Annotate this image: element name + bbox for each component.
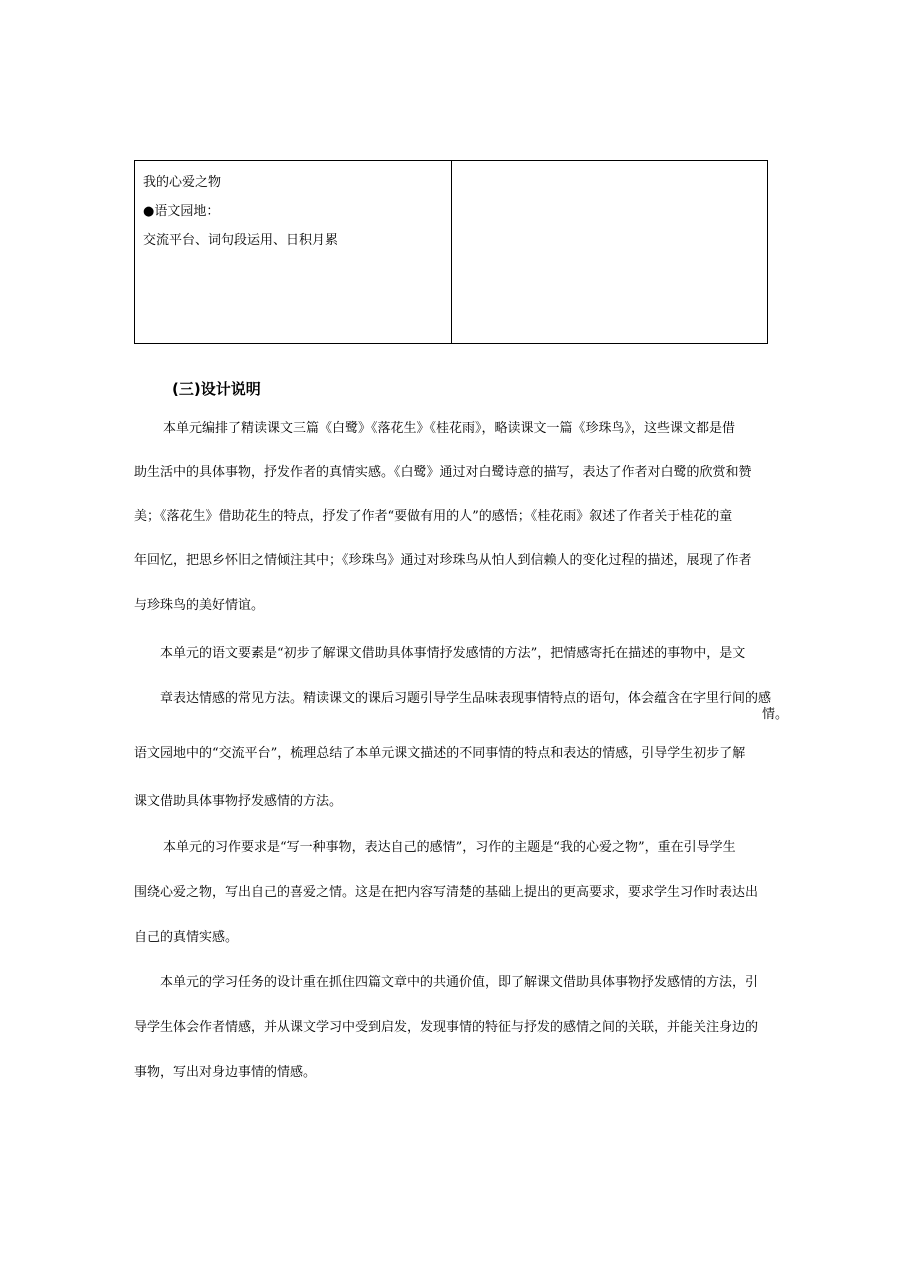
section-heading: (三)设计说明 [172, 380, 261, 398]
para2-line1: 本单元的语文要素是“初步了解课文借助具体事情抒发感情的方法”，把情感寄托在描述的事物中，是文 [160, 646, 746, 661]
para1-line4: 年回忆，把思乡怀旧之情倾注其中；《珍珠鸟》通过对珍珠鸟从怕人到信赖人的变化过程的描述，展现了作者 [134, 553, 752, 568]
para3-line2: 围绕心爱之物，写出自己的喜爱之情。这是在把内容写清楚的基础上提出的更高要求，要求学生习作时表达出 [134, 885, 759, 900]
para4-line3: 事物，写出对身边事情的情感。 [134, 1065, 317, 1080]
para1-line2: 助生活中的具体事物，抒发作者的真情实感。《白鹭》通过对白鹭诗意的描写，表达了作者对白鹭的欣赏和赞 [134, 465, 752, 480]
para2-line5: 课文借助具体事物抒发感情的方法。 [134, 794, 343, 809]
para4-line2: 导学生体会作者情感，并从课文学习中受到启发，发现事情的特征与抒发的感情之间的关联，并能关注身边的 [134, 1020, 759, 1035]
table-divider [451, 161, 452, 343]
para1-line3: 美；《落花生》借助花生的特点，抒发了作者“要做有用的人”的感悟；《桂花雨》叙述了作者关于桂花的童 [134, 509, 733, 524]
para1-line1: 本单元编排了精读课文三篇《白鹭》《落花生》《桂花雨》，略读课文一篇《珍珠鸟》，这些课文都是借 [163, 421, 736, 436]
table-left-cell [143, 173, 437, 260]
cell-line-items: 交流平台、词句段运用、日积月累 [143, 233, 339, 248]
cell-line-bullet: ●语文园地： [143, 204, 220, 219]
para2-line2: 章表达情感的常见方法。精读课文的课后习题引导学生品味表现事情特点的语句，体会蕴含在字里行间的感 [160, 691, 772, 706]
para3-line3: 自己的真情实感。 [134, 930, 239, 945]
para4-line1: 本单元的学习任务的设计重在抓住四篇文章中的共通价值，即了解课文借助具体事物抒发感情的方法，引 [160, 975, 759, 990]
para1-line5: 与珍珠鸟的美好情谊。 [134, 598, 265, 613]
para3-line1: 本单元的习作要求是“写一种事物，表达自己的感情”，习作的主题是“我的心爱之物”，重在引导学生 [163, 840, 736, 855]
plan-table [134, 160, 768, 344]
table-right-cell [453, 161, 767, 343]
para2-line3: 情。 [762, 707, 789, 722]
cell-line-topic: 我的心爱之物 [143, 175, 222, 190]
para2-line4: 语文园地中的“交流平台”，梳理总结了本单元课文描述的不同事情的特点和表达的情感，引导学生初步了解 [134, 746, 746, 761]
